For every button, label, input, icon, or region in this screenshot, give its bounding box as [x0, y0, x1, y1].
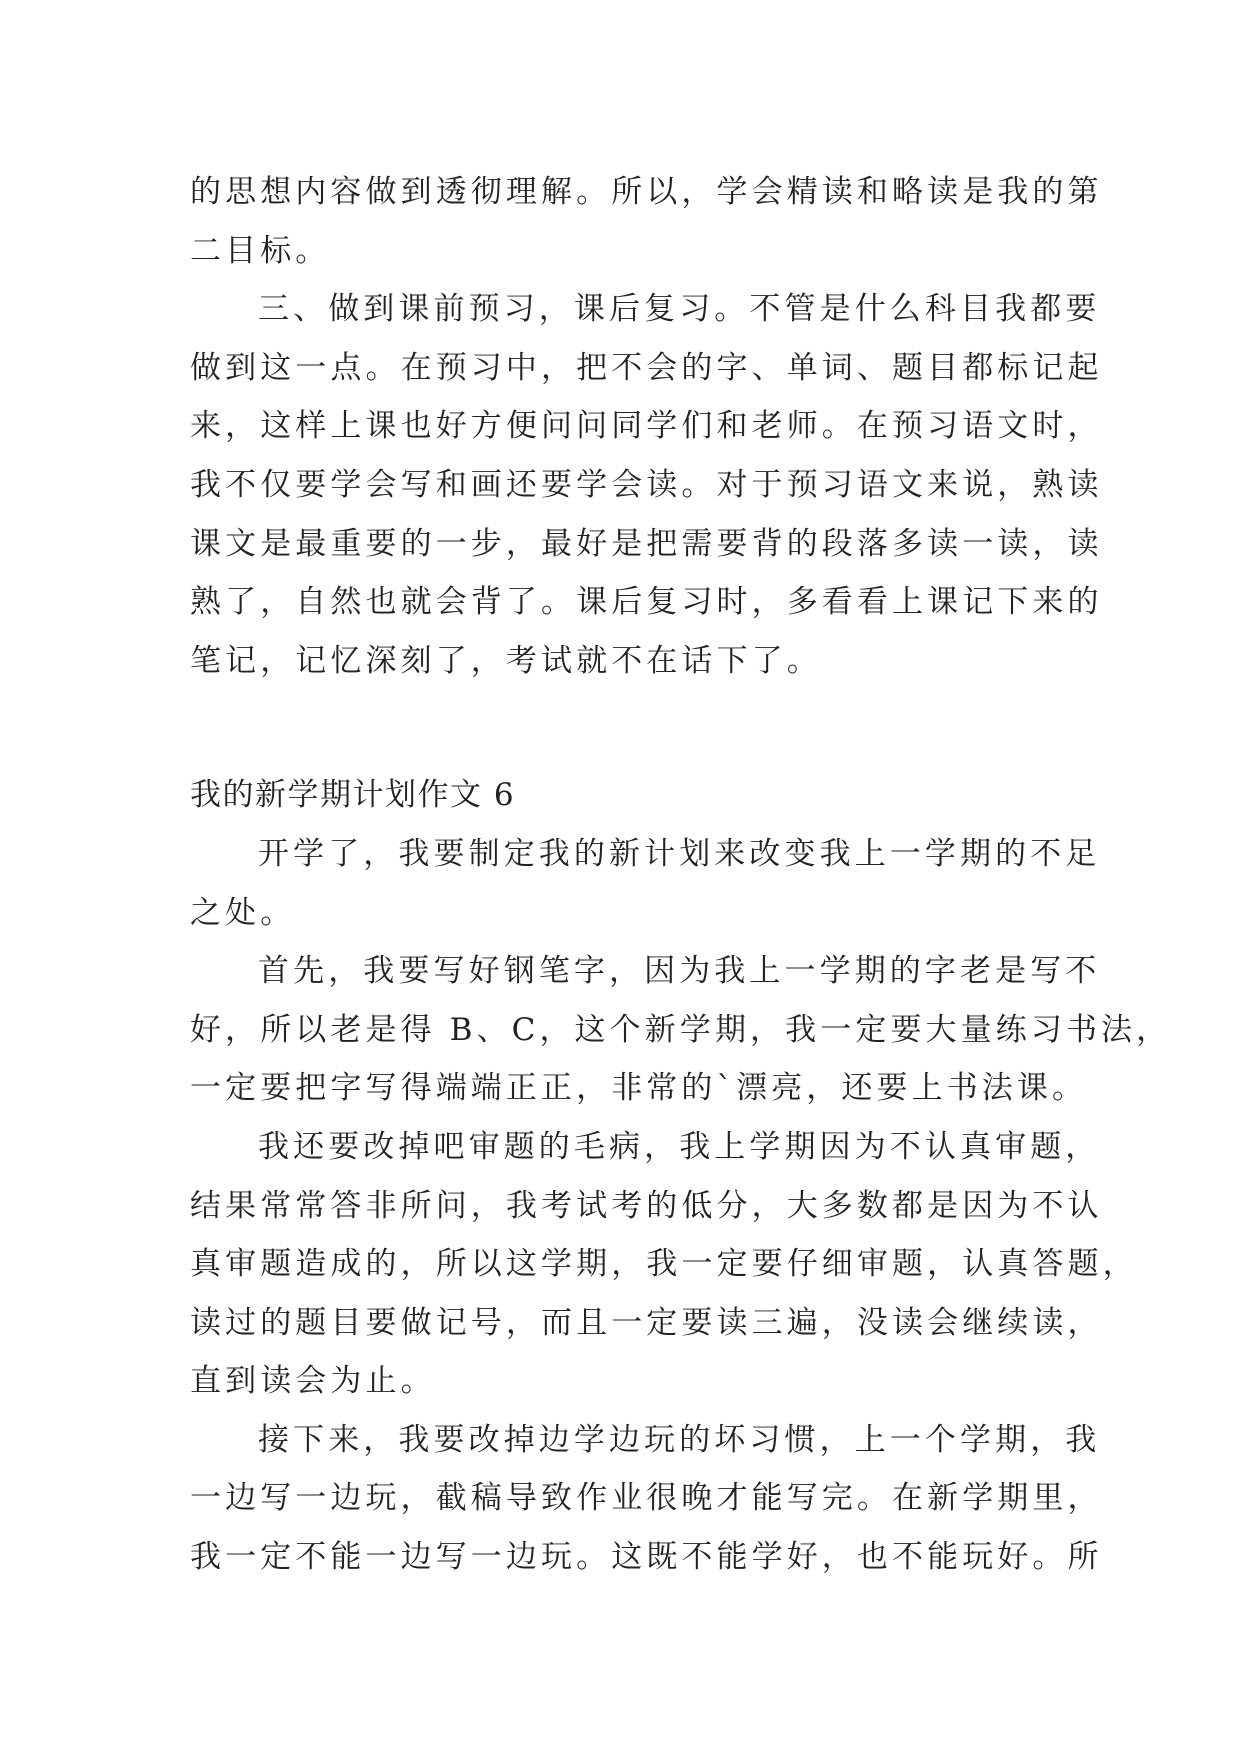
text-line: 首先，我要写好钢笔字，因为我上一学期的字老是写不 — [258, 953, 1101, 990]
text-line: 二目标。 — [190, 232, 331, 269]
paragraph-focus-habit — [190, 1411, 1103, 1587]
text-line: 读过的题目要做记号，而且一定要读三遍，没读会继续读， — [190, 1304, 1103, 1341]
text-line: 我不仅要学会写和画还要学会读。对于预习语文来说，熟读 — [190, 466, 1103, 503]
text-line: 课文是最重要的一步，最好是把需要背的段落多读一读，读 — [190, 525, 1103, 562]
text-line: 开学了，我要制定我的新计划来改变我上一学期的不足 — [258, 835, 1101, 872]
paragraph-preview-review — [190, 280, 1103, 690]
text-line: 的思想内容做到透彻理解。所以，学会精读和略读是我的第 — [190, 174, 1103, 210]
paragraph-new-plan — [190, 825, 1101, 942]
text-line: 我还要改掉吧审题的毛病，我上学期因为不认真审题， — [258, 1128, 1101, 1165]
text-line: 一定要把字写得端端正正，非常的`漂亮，还要上书法课。 — [190, 1070, 1088, 1107]
text-line: 直到读会为止。 — [190, 1363, 436, 1400]
document-body — [190, 163, 1172, 1587]
paragraph-reading-goal — [190, 163, 1103, 280]
text-line: 做到这一点。在预习中，把不会的字、单词、题目都标记起 — [190, 349, 1103, 386]
text-line: 熟了，自然也就会背了。课后复习时，多看看上课记下来的 — [190, 584, 1103, 621]
paragraph-careful-reading — [190, 1118, 1138, 1411]
text-line: 结果常常答非所问，我考试考的低分，大多数都是因为不认 — [190, 1187, 1103, 1224]
paragraph-handwriting — [190, 942, 1172, 1118]
text-line: 我一定不能一边写一边玩。这既不能学好，也不能玩好。所 — [190, 1539, 1103, 1576]
text-line: 接下来，我要改掉边学边玩的坏习惯，上一个学期，我 — [258, 1421, 1101, 1458]
essay-title-block — [190, 766, 1052, 825]
text-line: 一边写一边玩，截稿导致作业很晚才能写完。在新学期里， — [190, 1480, 1103, 1517]
essay-title: 我的新学期计划作文 6 — [190, 777, 516, 814]
text-line: 三、做到课前预习，课后复习。不管是什么科目我都要 — [258, 291, 1101, 328]
text-line: 笔记，记忆深刻了，考试就不在话下了。 — [190, 642, 822, 679]
text-line: 真审题造成的，所以这学期，我一定要仔细审题，认真答题， — [190, 1246, 1138, 1283]
text-line: 来，这样上课也好方便问问同学们和老师。在预习语文时， — [190, 408, 1103, 445]
text-line: 之处。 — [190, 894, 296, 931]
text-line: 好，所以老是得 B、C，这个新学期，我一定要大量练习书法， — [190, 1011, 1172, 1048]
